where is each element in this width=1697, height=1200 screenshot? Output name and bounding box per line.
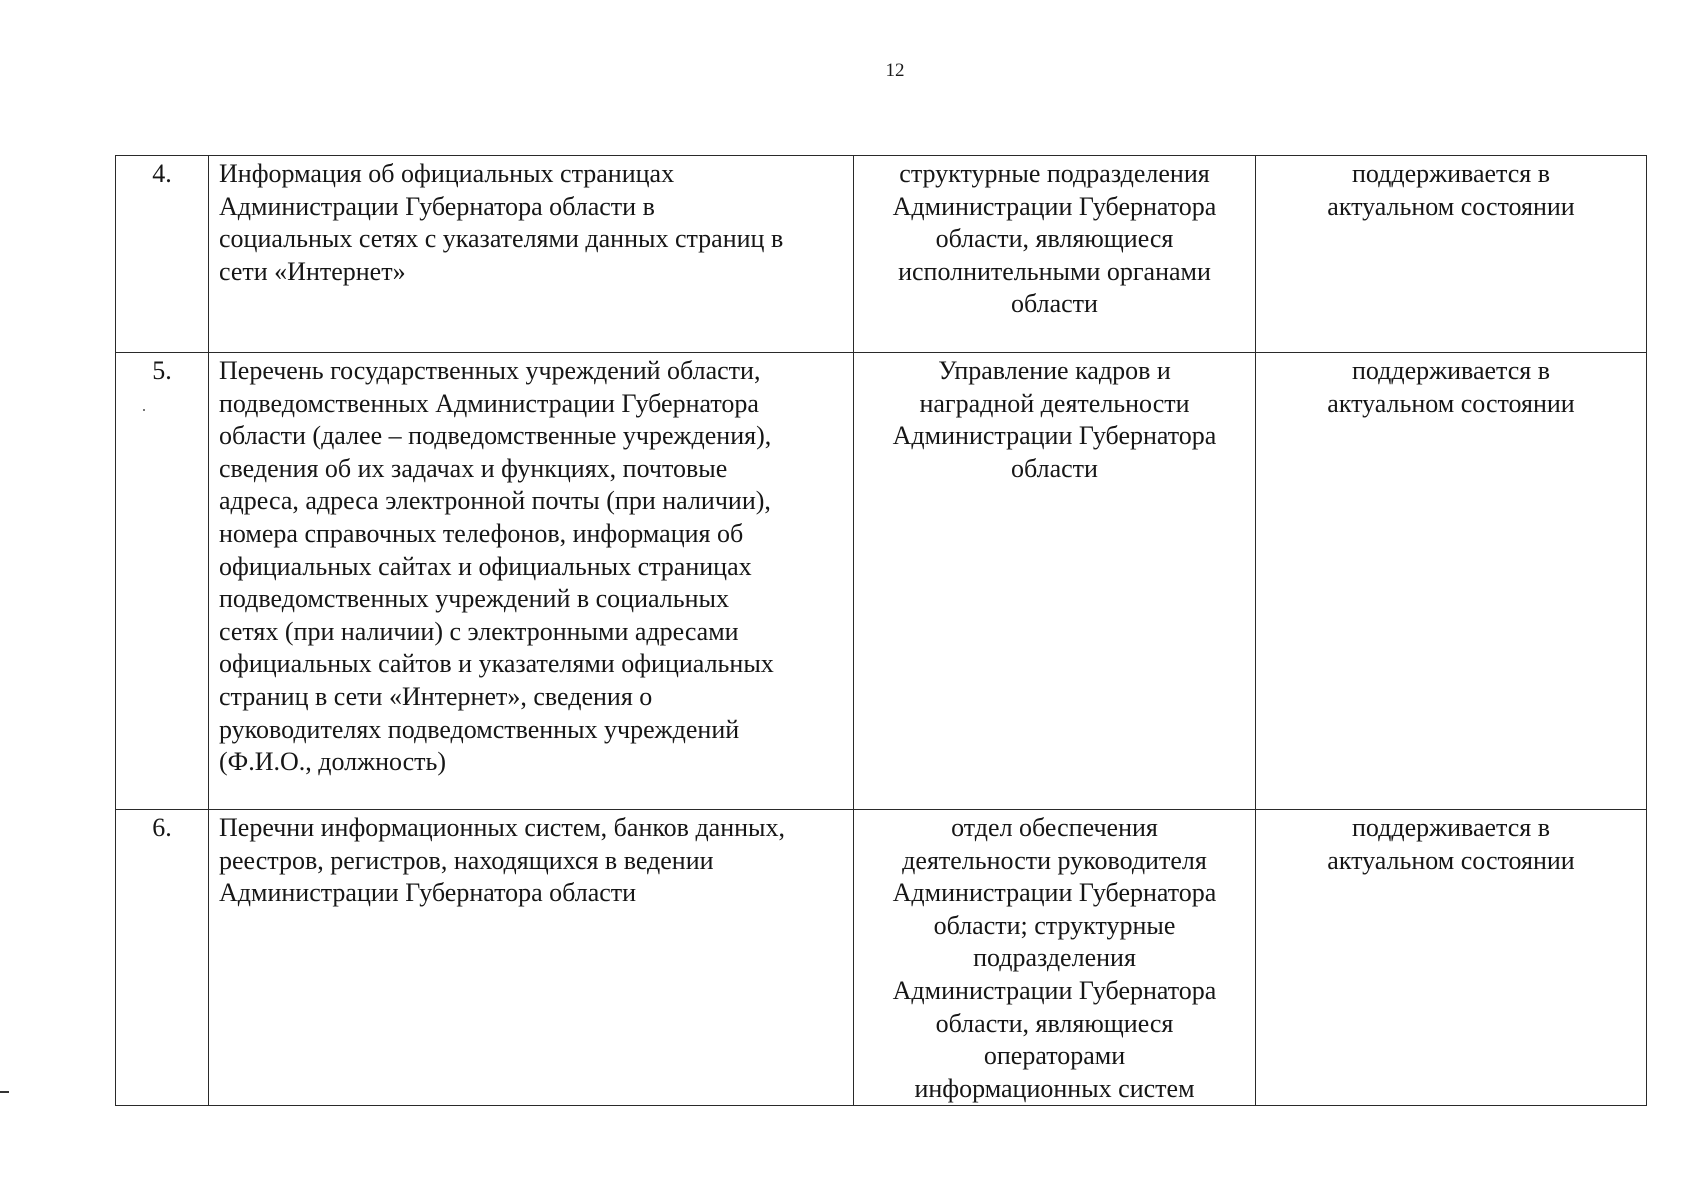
text-line: области (далее – подведомственные учреждения), bbox=[219, 421, 772, 451]
text-line: официальных сайтов и указателями официальных bbox=[219, 649, 774, 679]
scan-mark-left bbox=[0, 1091, 9, 1093]
text-line: области, являющиеся bbox=[935, 224, 1174, 254]
text-line: отдел обеспечения bbox=[951, 813, 1158, 842]
row-number: 4. bbox=[116, 156, 209, 353]
text-line: поддерживается в bbox=[1351, 356, 1550, 385]
table-row bbox=[116, 353, 1647, 810]
responsible-cell bbox=[854, 353, 1256, 810]
text-line: Перечни информационных систем, банков данных, bbox=[219, 813, 786, 842]
text-line: сетях (при наличии) с электронными адресами bbox=[219, 616, 739, 646]
text-line: подразделения bbox=[973, 943, 1136, 973]
text-line: области; структурные bbox=[933, 910, 1176, 940]
text-line: Администрации Губернатора bbox=[892, 191, 1217, 221]
text-line: деятельности руководителя bbox=[902, 845, 1207, 875]
text-line: Администрации Губернатора bbox=[892, 878, 1217, 908]
row-number: 6. bbox=[116, 810, 209, 1106]
text-line: подведомственных Администрации Губернатора bbox=[219, 388, 759, 418]
text-line: сведения об их задачах и функциях, почтовые bbox=[219, 453, 728, 483]
text-line: социальных сетях с указателями данных страниц в bbox=[219, 224, 784, 254]
text-line: области bbox=[1011, 453, 1098, 483]
responsible-cell bbox=[854, 810, 1256, 1106]
text-line: области bbox=[1011, 289, 1098, 319]
information-cell bbox=[209, 353, 854, 810]
text-line: подведомственных учреждений в социальных bbox=[219, 584, 729, 614]
table-body bbox=[116, 156, 1647, 1106]
text-line: Управление кадров и bbox=[938, 356, 1171, 385]
text-line: реестров, регистров, находящихся в ведении bbox=[219, 845, 714, 875]
text-line: Информация об официальных страницах bbox=[219, 159, 675, 188]
text-line: области, являющиеся bbox=[935, 1008, 1174, 1038]
document-table bbox=[115, 155, 1647, 1106]
text-line: официальных сайтах и официальных страницах bbox=[219, 551, 752, 581]
text-line: Администрации Губернатора bbox=[892, 421, 1217, 451]
text-line: номера справочных телефонов, информация об bbox=[219, 518, 744, 548]
text-line: Перечень государственных учреждений области, bbox=[219, 356, 761, 385]
text-line: поддерживается в bbox=[1351, 159, 1550, 188]
term-cell bbox=[1256, 156, 1647, 353]
text-line: страниц в сети «Интернет», сведения о bbox=[219, 681, 653, 711]
table-row bbox=[116, 810, 1647, 1106]
responsible-cell bbox=[854, 156, 1256, 353]
text-line: актуальном состоянии bbox=[1327, 845, 1575, 875]
text-line: наградной деятельности bbox=[919, 388, 1190, 418]
term-cell bbox=[1256, 810, 1647, 1106]
text-line: операторами bbox=[983, 1041, 1126, 1071]
text-line: Администрации Губернатора области bbox=[219, 878, 637, 908]
text-line: Администрации Губернатора области в bbox=[219, 191, 655, 221]
information-cell bbox=[209, 156, 854, 353]
scan-dot bbox=[143, 409, 145, 411]
text-line: Администрации Губернатора bbox=[892, 975, 1217, 1005]
text-line: руководителях подведомственных учреждений bbox=[219, 714, 740, 744]
table-row bbox=[116, 156, 1647, 353]
text-line: актуальном состоянии bbox=[1327, 191, 1575, 221]
text-line: исполнительными органами bbox=[898, 256, 1211, 286]
text-line: адреса, адреса электронной почты (при наличии), bbox=[219, 486, 771, 516]
text-line: сети «Интернет» bbox=[219, 256, 406, 286]
row-number: 5. bbox=[116, 353, 209, 810]
text-line: информационных систем bbox=[914, 1073, 1195, 1103]
information-cell bbox=[209, 810, 854, 1106]
text-line: (Ф.И.О., должность) bbox=[219, 747, 447, 777]
term-cell bbox=[1256, 353, 1647, 810]
text-line: поддерживается в bbox=[1351, 813, 1550, 842]
text-line: структурные подразделения bbox=[899, 159, 1210, 188]
text-line: актуальном состоянии bbox=[1327, 388, 1575, 418]
page-number: 12 bbox=[885, 60, 905, 81]
